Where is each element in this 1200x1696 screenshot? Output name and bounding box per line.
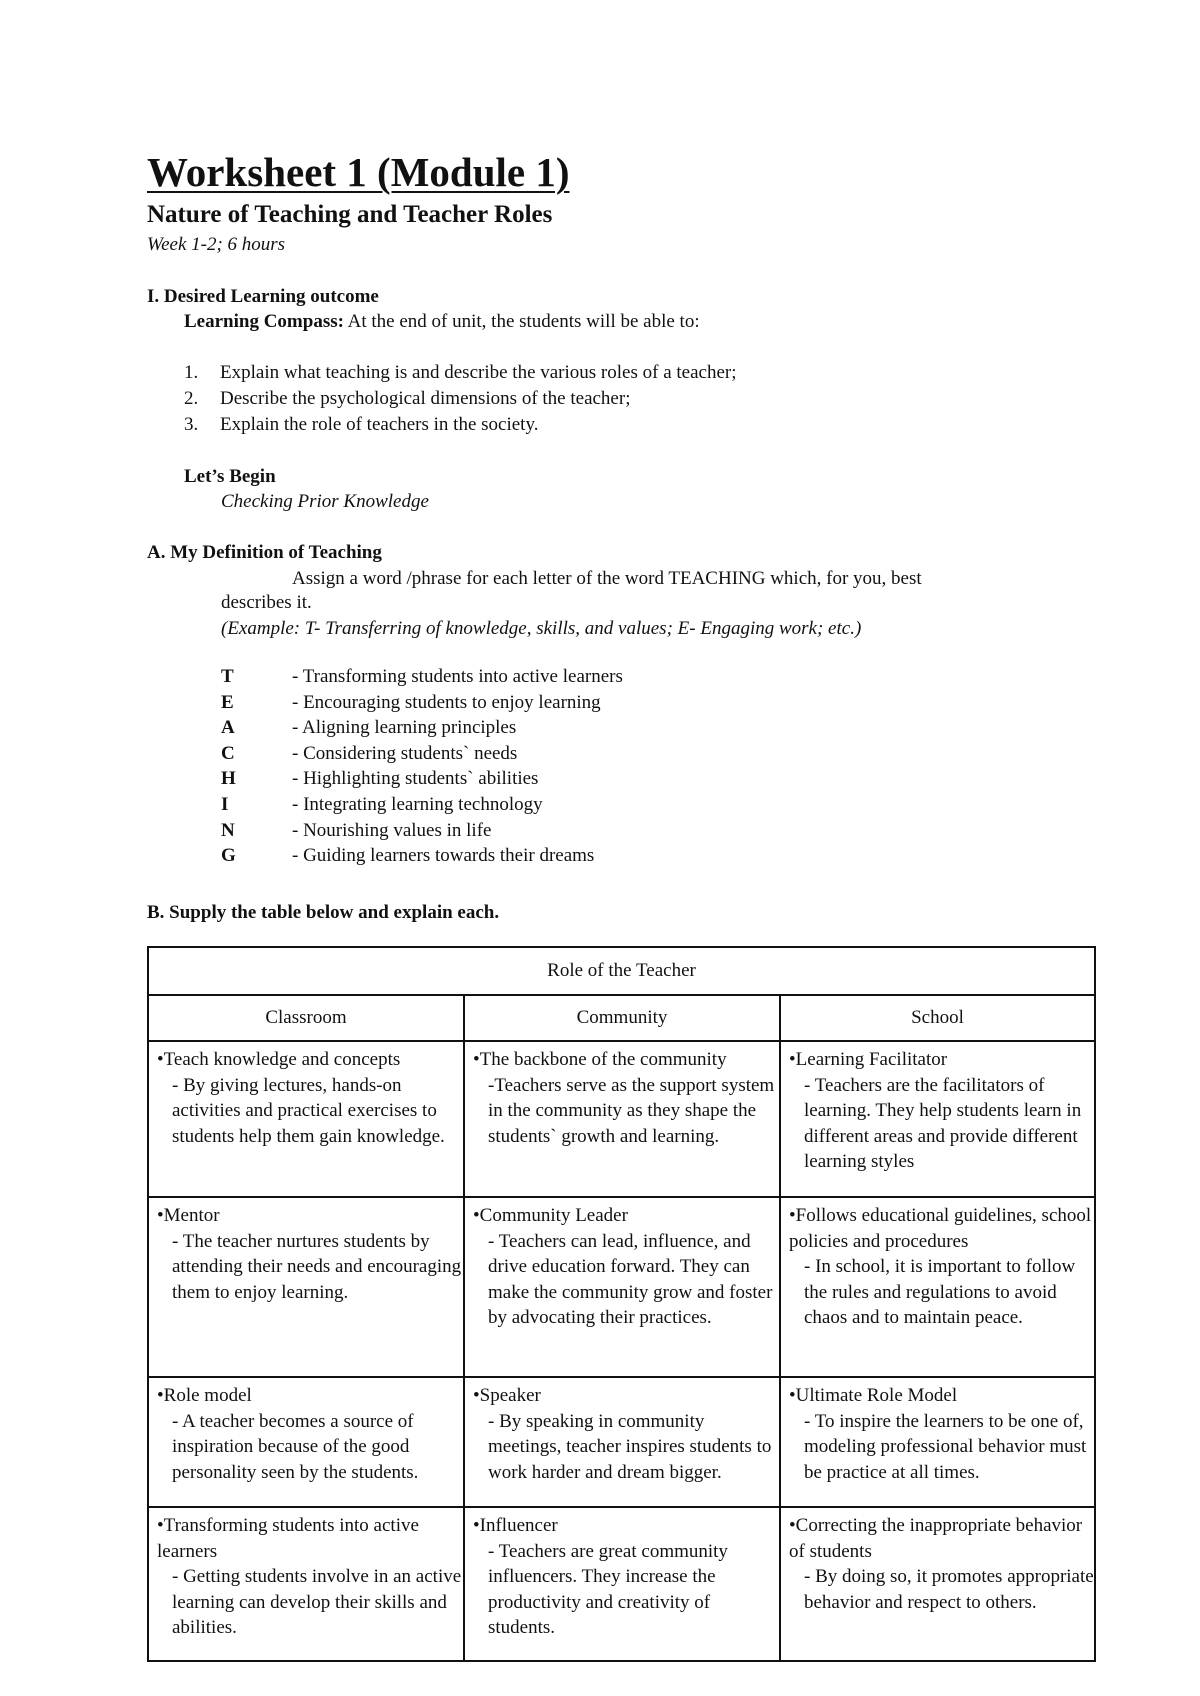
teaching-phrase: - Highlighting students` abilities	[292, 768, 539, 789]
objective-number: 3.	[184, 414, 199, 435]
section-a-instruction-line2: describes it.	[221, 592, 312, 613]
table-row	[148, 1377, 1095, 1507]
role-description: - Teachers are great community influencers. They increase the productivity and creativity of students.	[488, 1540, 728, 1638]
role-title: •Influencer	[473, 1515, 558, 1536]
section-a-instruction-line1: Assign a word /phrase for each letter of the word TEACHING which, for you, best	[292, 568, 922, 589]
table-cell	[148, 1507, 464, 1661]
teaching-letter: C	[221, 743, 235, 764]
role-description: - The teacher nurtures students by attending their needs and encouraging them to enjoy learning.	[172, 1230, 462, 1303]
teaching-phrase: - Considering students` needs	[292, 743, 518, 764]
teaching-phrase: - Aligning learning principles	[292, 717, 517, 738]
table-row	[148, 1507, 1095, 1661]
table-cell	[780, 1507, 1095, 1661]
objective-item	[184, 360, 737, 385]
column-header-classroom: Classroom	[148, 995, 464, 1041]
objective-number: 1.	[184, 362, 199, 383]
table-cell	[148, 1377, 464, 1507]
table-row	[148, 1041, 1095, 1197]
table-cell	[780, 1041, 1095, 1197]
table-cell	[464, 1377, 780, 1507]
role-title: •Ultimate Role Model	[789, 1385, 958, 1406]
lets-begin-subheading: Checking Prior Knowledge	[221, 491, 429, 512]
role-description: - Getting students involve in an active learning can develop their skills and abilities.	[172, 1566, 462, 1638]
lets-begin-heading: Let’s Begin	[184, 466, 276, 487]
column-header-school: School	[780, 995, 1095, 1041]
role-description: - By giving lectures, hands-on activities and practical exercises to students help them gain knowledge.	[172, 1074, 445, 1147]
table-cell	[464, 1197, 780, 1377]
section-a-example: (Example: T- Transferring of knowledge, skills, and values; E- Engaging work; etc.)	[221, 618, 862, 639]
role-title: •Teach knowledge and concepts	[157, 1049, 401, 1070]
role-title: •Mentor	[157, 1205, 220, 1226]
teaching-letter: I	[221, 794, 229, 815]
role-title: •Role model	[157, 1385, 252, 1406]
role-title: •Transforming students into active learners	[157, 1515, 419, 1562]
objective-item	[184, 386, 630, 411]
teaching-letter: E	[221, 692, 234, 713]
teaching-letter: T	[221, 666, 234, 687]
compass-label: Learning Compass:	[184, 311, 344, 332]
teacher-roles-table	[147, 946, 1096, 1662]
table-title: Role of the Teacher	[148, 947, 1095, 995]
teaching-phrase: - Transforming students into active learners	[292, 666, 623, 687]
table-cell	[464, 1507, 780, 1661]
column-header-community: Community	[464, 995, 780, 1041]
table-cell	[780, 1377, 1095, 1507]
role-title: •Correcting the inappropriate behavior of students	[789, 1515, 1083, 1562]
objective-text: Explain what teaching is and describe the various roles of a teacher;	[220, 362, 737, 383]
teaching-phrase: - Encouraging students to enjoy learning	[292, 692, 601, 713]
objective-text: Explain the role of teachers in the society.	[220, 414, 539, 435]
teaching-phrase: - Nourishing values in life	[292, 820, 492, 841]
week-duration: Week 1-2; 6 hours	[147, 234, 286, 255]
role-title: •Learning Facilitator	[789, 1049, 948, 1070]
page-title: Worksheet 1 (Module 1)	[147, 149, 570, 195]
teaching-letter: A	[221, 717, 235, 738]
teaching-phrase: - Guiding learners towards their dreams	[292, 845, 595, 866]
role-description: - Teachers are the facilitators of learning. They help students learn in different areas and provide different learning styles	[804, 1074, 1082, 1172]
role-description: - By speaking in community meetings, teacher inspires students to work harder and dream bigger.	[488, 1410, 772, 1483]
objective-item	[184, 412, 538, 437]
teaching-letter: N	[221, 820, 235, 841]
role-description: - Teachers can lead, influence, and drive education forward. They can make the community grow and foster by advocating their practices.	[488, 1230, 773, 1328]
section-b-heading: B. Supply the table below and explain each.	[147, 902, 500, 923]
role-title: •The backbone of the community	[473, 1049, 727, 1070]
table-cell	[780, 1197, 1095, 1377]
compass-text: At the end of unit, the students will be able to:	[343, 311, 700, 332]
page-subtitle: Nature of Teaching and Teacher Roles	[147, 201, 553, 228]
section-1-heading: I. Desired Learning outcome	[147, 286, 379, 307]
teaching-letter: H	[221, 768, 236, 789]
role-description: - In school, it is important to follow the rules and regulations to avoid chaos and to maintain peace.	[804, 1256, 1076, 1328]
table-cell	[464, 1041, 780, 1197]
role-title: •Follows educational guidelines, school policies and procedures	[789, 1205, 1092, 1252]
role-description: - To inspire the learners to be one of, modeling professional behavior must be practice at all times.	[804, 1410, 1087, 1483]
teaching-letter: G	[221, 845, 236, 866]
role-description: - By doing so, it promotes appropriate behavior and respect to others.	[804, 1566, 1094, 1613]
objective-text: Describe the psychological dimensions of the teacher;	[220, 388, 631, 409]
role-title: •Community Leader	[473, 1205, 628, 1226]
role-description: -Teachers serve as the support system in the community as they shape the students` growth and learning.	[488, 1074, 775, 1147]
teaching-phrase: - Integrating learning technology	[292, 794, 543, 815]
table-cell	[148, 1041, 464, 1197]
role-title: •Speaker	[473, 1385, 541, 1406]
table-row	[148, 1197, 1095, 1377]
objective-number: 2.	[184, 388, 199, 409]
section-a-heading: A. My Definition of Teaching	[147, 542, 382, 563]
learning-compass	[184, 309, 700, 334]
role-description: - A teacher becomes a source of inspiration because of the good personality seen by the students.	[172, 1410, 419, 1483]
table-cell	[148, 1197, 464, 1377]
